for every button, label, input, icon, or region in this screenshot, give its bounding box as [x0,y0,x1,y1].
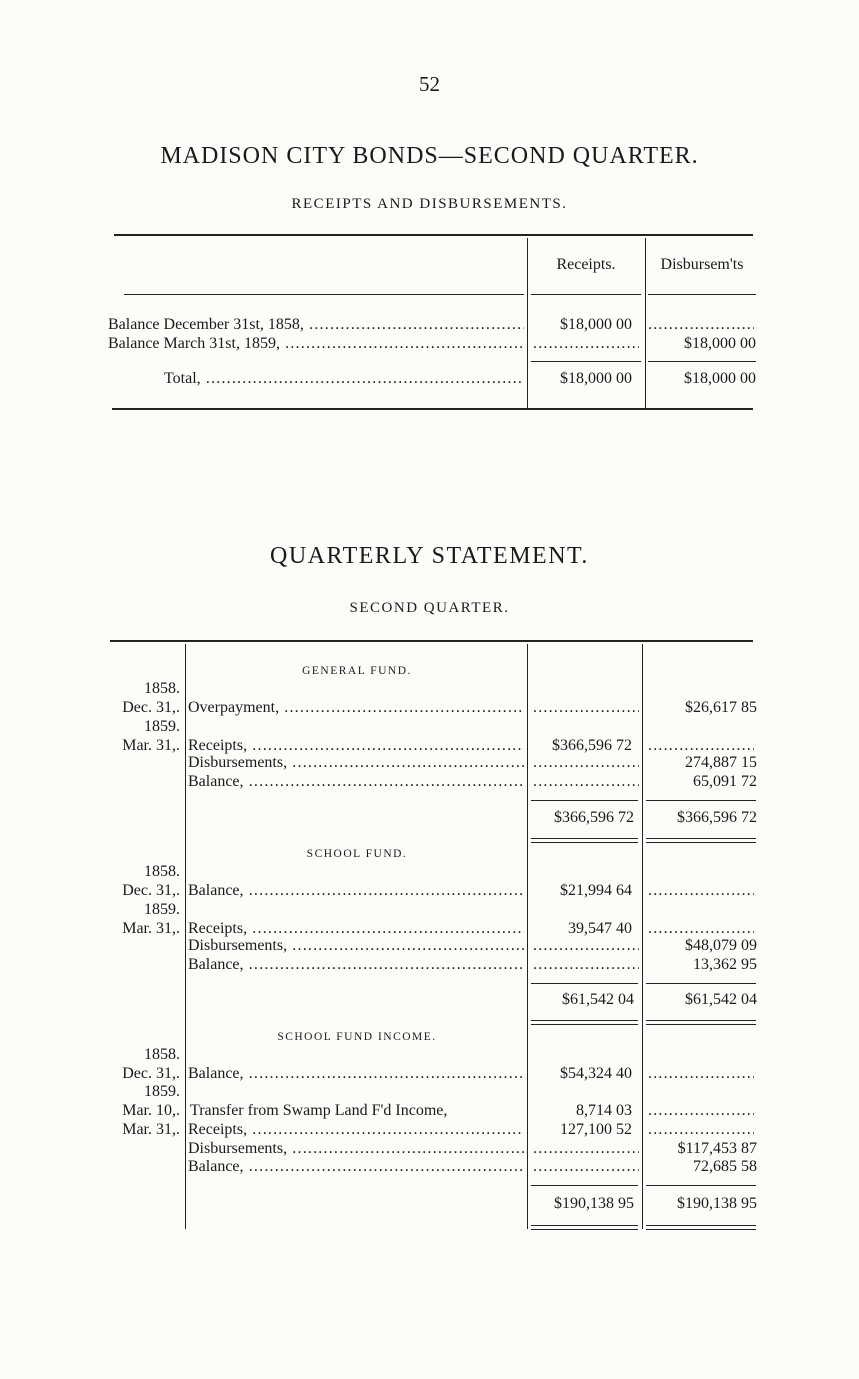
leader-dots [533,772,639,791]
year-label: 1859. [144,901,180,918]
table-rule [646,1185,756,1186]
table-rule [531,1185,638,1186]
school-row-disbursements: $48,079 09 [685,937,757,954]
date-label: Mar. 31,. [122,1121,180,1138]
page-number: 52 [419,72,440,96]
income-row-label: Receipts, ..... [188,1120,524,1139]
leader-dots [648,315,754,334]
school-row-label: Receipts, ..... [188,919,524,938]
table-rule [114,234,753,236]
receipts-column-header: Receipts. [556,256,616,273]
school-row-receipts: 39,547 40 [568,920,632,937]
income-row-label: Transfer from Swamp Land F'd Income, [190,1102,448,1119]
income-total-disbursements: $190,138 95 [677,1195,757,1212]
table-rule [531,361,641,362]
table-rule [648,294,756,295]
date-label: Mar. 10,. [122,1102,180,1119]
date-label: Mar. 31,. [122,737,180,754]
leader-dots [533,936,639,955]
table-rule [531,842,638,843]
general-row-label: Disbursements, ..... [188,753,524,772]
column-divider [642,644,643,1229]
school-fund-heading: SCHOOL FUND. [306,848,408,860]
general-total-receipts: $366,596 72 [554,809,634,826]
column-divider [185,644,186,1229]
leader-dots [533,334,639,353]
general-row-label: Overpayment, ..... [188,698,524,717]
table-rule [531,1020,638,1021]
column-divider [527,238,528,408]
income-row-label: Balance, ..... [188,1157,524,1176]
bonds-row-receipts: $18,000 00 [560,316,632,333]
school-row-label: Disbursements, ..... [188,936,524,955]
bonds-row-label: Balance December 31st, 1858, ..... [108,315,524,334]
table-rule [646,800,756,801]
leader-dots [533,955,639,974]
leader-dots [533,1157,639,1176]
general-row-disbursements: 274,887 15 [685,754,757,771]
table-rule [110,640,753,642]
leader-dots [533,698,639,717]
general-row-disbursements: $26,617 85 [685,699,757,716]
table-rule [646,838,756,839]
school-row-disbursements: 13,362 95 [693,956,757,973]
school-total-disbursements: $61,542 04 [685,991,757,1008]
leader-dots [648,1120,754,1139]
general-fund-heading: GENERAL FUND. [302,665,412,677]
table-rule [646,1020,756,1021]
table-rule [531,1229,638,1230]
income-row-receipts: $54,324 40 [560,1065,632,1082]
disbursements-column-header: Disbursem'ts [660,256,744,273]
school-total-receipts: $61,542 04 [562,991,634,1008]
year-label: 1859. [144,1083,180,1100]
bonds-row-label: Balance March 31st, 1859, ..... [108,334,524,353]
school-row-label: Balance, ..... [188,955,524,974]
income-row-disbursements: $117,453 87 [677,1140,757,1157]
column-divider [527,644,528,1229]
bonds-total-label: Total, ..... [164,369,524,388]
table-rule [646,1225,756,1226]
date-label: Dec. 31,. [122,699,180,716]
table-rule [531,294,641,295]
statement-subtitle: SECOND QUARTER. [349,600,510,616]
bonds-total-receipts: $18,000 00 [560,370,632,387]
income-row-receipts: 127,100 52 [560,1121,632,1138]
table-rule [648,361,756,362]
bonds-total-disbursements: $18,000 00 [684,370,756,387]
leader-dots [648,1101,754,1120]
general-row-label: Receipts, ..... [188,736,524,755]
leader-dots [648,1064,754,1083]
year-label: 1859. [144,718,180,735]
year-label: 1858. [144,680,180,697]
general-row-disbursements: 65,091 72 [693,773,757,790]
statement-title: QUARTERLY STATEMENT. [270,543,589,569]
year-label: 1858. [144,1046,180,1063]
leader-dots [648,881,754,900]
income-row-receipts: 8,714 03 [576,1102,632,1119]
income-row-label: Balance, ..... [188,1064,524,1083]
table-rule [646,1229,756,1230]
table-rule [124,294,524,295]
school-row-label: Balance, ..... [188,881,524,900]
income-total-receipts: $190,138 95 [554,1195,634,1212]
table-rule [646,1024,756,1025]
general-row-label: Balance, ..... [188,772,524,791]
year-label: 1858. [144,863,180,880]
table-rule [531,983,638,984]
table-rule [531,1024,638,1025]
general-row-receipts: $366,596 72 [552,737,632,754]
leader-dots [533,1139,639,1158]
table-rule [112,408,753,410]
table-rule [531,1225,638,1226]
bonds-row-disbursements: $18,000 00 [684,335,756,352]
table-rule [531,800,638,801]
table-rule [531,838,638,839]
date-label: Mar. 31,. [122,920,180,937]
leader-dots [533,753,639,772]
table-rule [646,983,756,984]
date-label: Dec. 31,. [122,882,180,899]
table-rule [646,842,756,843]
income-row-label: Disbursements, ..... [188,1139,524,1158]
bonds-subtitle: RECEIPTS AND DISBURSEMENTS. [291,196,568,212]
income-row-disbursements: 72,685 58 [693,1158,757,1175]
school-row-receipts: $21,994 64 [560,882,632,899]
date-label: Dec. 31,. [122,1065,180,1082]
school-fund-income-heading: SCHOOL FUND INCOME. [277,1031,437,1043]
bonds-title: MADISON CITY BONDS—SECOND QUARTER. [160,143,699,169]
general-total-disbursements: $366,596 72 [677,809,757,826]
